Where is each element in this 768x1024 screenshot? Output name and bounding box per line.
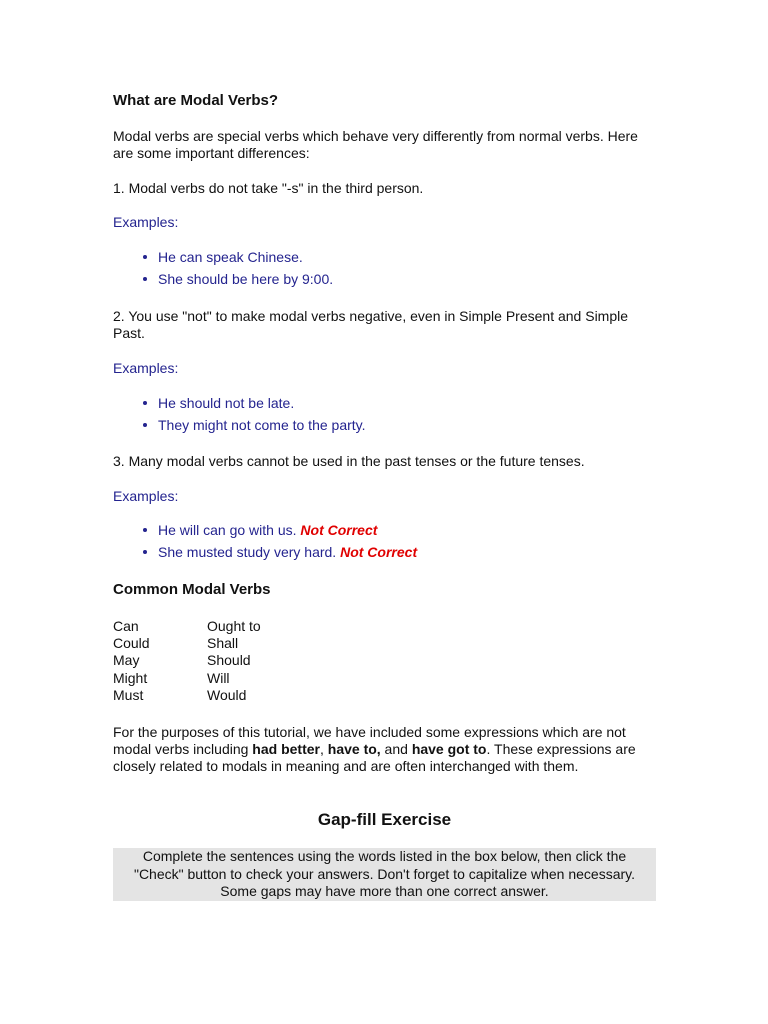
example-text: He will can go with us. bbox=[158, 522, 301, 538]
list-item bbox=[158, 392, 366, 414]
gapfill-title: Gap-fill Exercise bbox=[317, 810, 452, 829]
verbs-column-2 bbox=[207, 618, 261, 704]
verb-item: Could bbox=[113, 635, 150, 652]
page-title: What are Modal Verbs? bbox=[113, 92, 279, 109]
instruction-line: "Check" button to check your answers. Don't forget to capitalize when necessary. bbox=[133, 865, 636, 882]
rule-1-text: 1. Modal verbs do not take "-s" in the third person. bbox=[113, 180, 424, 196]
example-text: She musted study very hard. bbox=[158, 544, 341, 560]
verb-item: May bbox=[113, 652, 140, 669]
list-item bbox=[158, 268, 333, 290]
expression-have-got-to: have got to bbox=[411, 741, 487, 757]
expression-had-better: had better bbox=[252, 741, 320, 757]
example-text: They might not come to the party. bbox=[158, 417, 366, 433]
intro-paragraph: Modal verbs are special verbs which behave very differently from normal verbs. Here are some important differences: bbox=[113, 128, 638, 161]
verb-item: Will bbox=[207, 669, 230, 686]
common-modal-verbs-heading: Common Modal Verbs bbox=[113, 581, 271, 598]
verb-item: Shall bbox=[207, 635, 239, 652]
instruction-line: Some gaps may have more than one correct answer. bbox=[220, 883, 549, 899]
expressions-text: For the purposes of this tutorial, we have included some expressions which are not modal verbs including bbox=[113, 724, 626, 757]
rule-2-examples-label: Examples: bbox=[113, 360, 179, 376]
separator: and bbox=[380, 741, 412, 757]
verb-item: Ought to bbox=[207, 618, 261, 634]
verbs-column-1 bbox=[113, 618, 207, 704]
example-text: He can speak Chinese. bbox=[158, 249, 303, 265]
list-item bbox=[158, 519, 417, 541]
modal-verbs-table bbox=[113, 618, 261, 704]
rule-2-examples-list bbox=[113, 392, 366, 436]
list-item bbox=[158, 246, 333, 268]
rule-1-examples-label: Examples: bbox=[113, 214, 179, 230]
rule-2-text: 2. You use "not" to make modal verbs negative, even in Simple Present and Simple Past. bbox=[113, 308, 629, 341]
expressions-text: . These expressions are closely related to modals in meaning and are often interchanged with them. bbox=[113, 741, 636, 774]
example-text: She should be here by 9:00. bbox=[158, 271, 334, 287]
gapfill-instructions-box bbox=[113, 848, 656, 901]
verb-item: Must bbox=[113, 686, 144, 703]
instruction-line: Complete the sentences using the words listed in the box below, then click the bbox=[142, 848, 627, 864]
not-correct-label: Not Correct bbox=[300, 522, 378, 538]
not-correct-label: Not Correct bbox=[340, 544, 418, 560]
list-item bbox=[158, 541, 417, 563]
rule-3-text: 3. Many modal verbs cannot be used in the past tenses or the future tenses. bbox=[113, 453, 585, 469]
rule-3-examples-label: Examples: bbox=[113, 488, 179, 504]
list-item bbox=[158, 414, 366, 436]
rule-1-examples-list bbox=[113, 246, 333, 290]
separator: , bbox=[319, 741, 328, 757]
verb-item: Should bbox=[207, 652, 251, 669]
verb-item: Would bbox=[207, 686, 247, 703]
rule-3-examples-list bbox=[113, 519, 417, 563]
expression-have-to: have to, bbox=[327, 741, 381, 757]
example-text: He should not be late. bbox=[158, 395, 295, 411]
verb-item: Might bbox=[113, 669, 148, 686]
verb-item: Can bbox=[113, 618, 139, 634]
expressions-paragraph bbox=[113, 724, 658, 775]
